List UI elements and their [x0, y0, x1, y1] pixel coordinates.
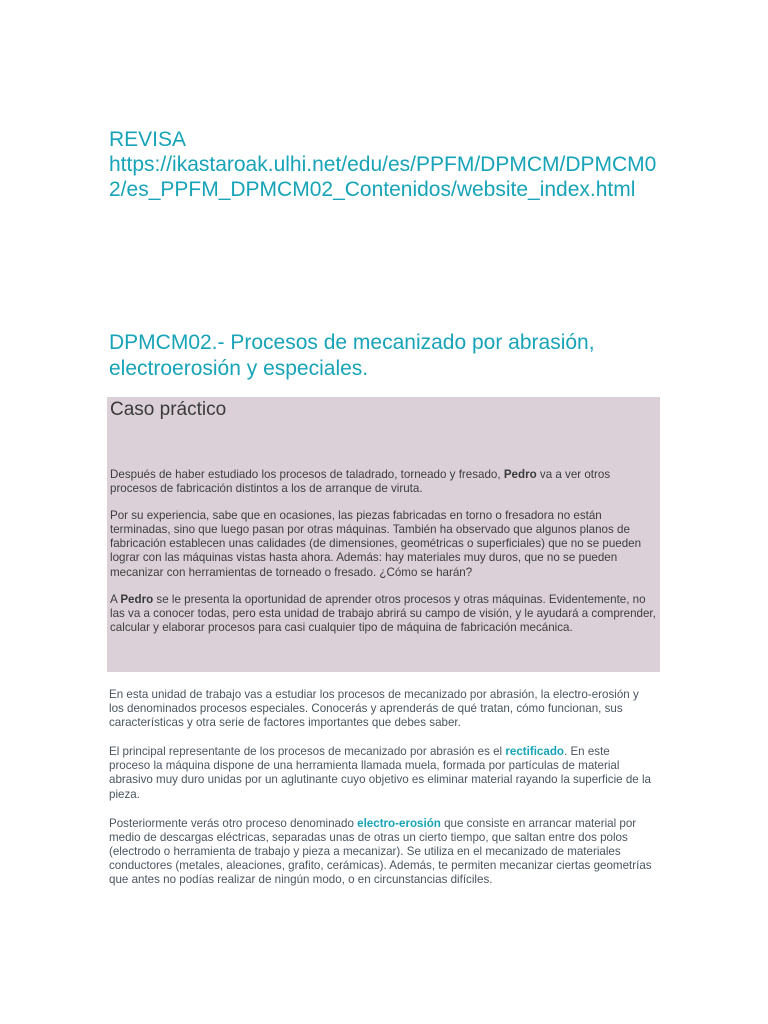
unit-title: DPMCM02.- Procesos de mecanizado por abrasión, electroerosión y especiales. — [109, 331, 595, 380]
character-name: Pedro — [120, 592, 154, 606]
case-paragraph-3 — [110, 593, 658, 635]
intro-p2-text-a: El principal representante de los procesos de mecanizado por abrasión es el — [109, 745, 506, 759]
case-p3-text-b: se le presenta la oportunidad de aprender otros procesos y otras máquinas. Evidentemente, no las va a conocer todas, pero esta unidad de trabajo abrirá su campo de visión, y le ayudará a comprender, calcular y elaborar procesos para casi cualquier tipo de máquina de fabricación mecánica. — [110, 592, 656, 634]
intro-paragraph-3 — [109, 817, 654, 887]
term-rectificado: rectificado — [505, 745, 564, 759]
revisa-block — [109, 127, 669, 202]
intro-p3-text-a: Posteriormente verás otro proceso denominado — [109, 816, 358, 830]
case-study-box — [107, 397, 660, 672]
intro-paragraph-2 — [109, 745, 654, 801]
character-name: Pedro — [503, 468, 537, 481]
intro-p3-text-b: que consiste en arrancar material por medio de descargas eléctricas, separadas unas de otras un cierto tiempo, que saltan entre dos polos (electrodo o herramienta de trabajo y pieza a mecanizar). Se utiliza en el mecanizado de materiales conductores (metales, aleaciones, grafito, cerámicas). Además, te permiten mecanizar ciertas geometrías que antes no podías realizar de ningún modo, o en circunstancias difíciles. — [109, 816, 652, 887]
case-p1-text-b: va a ver otros procesos de fabricación distintos a los de arranque de viruta. — [110, 468, 611, 496]
case-p3-text-a: A — [110, 592, 121, 606]
case-p1-text-a: Después de haber estudiado los procesos de taladrado, torneado y fresado, — [110, 468, 504, 481]
revisa-label: REVISA — [109, 128, 187, 151]
intro-paragraph-1: En esta unidad de trabajo vas a estudiar los procesos de mecanizado por abrasión, la electro-erosión y los denominados procesos especiales. Conocerás y aprenderás de qué tratan, cómo funcionan, sus características y otra serie de factores importantes que debes saber. — [109, 688, 639, 730]
case-paragraph-2: Por su experiencia, sabe que en ocasiones, las piezas fabricadas en torno o fresadora no están terminadas, sino que luego pasan por otras máquinas. También ha observado que algunos planos de fabricación establecen unas calidades (de dimensiones, geométricas o superficiales) que no se pueden lograr con las máquinas vistas hasta ahora. Además: hay materiales muy duros, que no se pueden mecanizar con herramientas de torneado o fresado. ¿Cómo se harán? — [110, 509, 642, 579]
case-paragraph-1 — [110, 468, 658, 496]
case-study-text — [110, 468, 658, 648]
unit-intro-text — [109, 688, 654, 902]
revisa-url-link[interactable]: https://ikastaroak.ulhi.net/edu/es/PPFM/DPMCM/DPMCM02/es_PPFM_DPMCM02_Contenidos/website_index.html — [109, 153, 657, 201]
intro-p2-text-b: . En este proceso la máquina dispone de una herramienta llamada muela, formada por partículas de material abrasivo muy duro unidas por un aglutinante cuyo objetivo es eliminar material rayando la superficie de la pieza. — [109, 745, 651, 801]
term-electro-erosion: electro-erosión — [357, 816, 441, 830]
case-study-heading: Caso práctico — [110, 399, 227, 420]
